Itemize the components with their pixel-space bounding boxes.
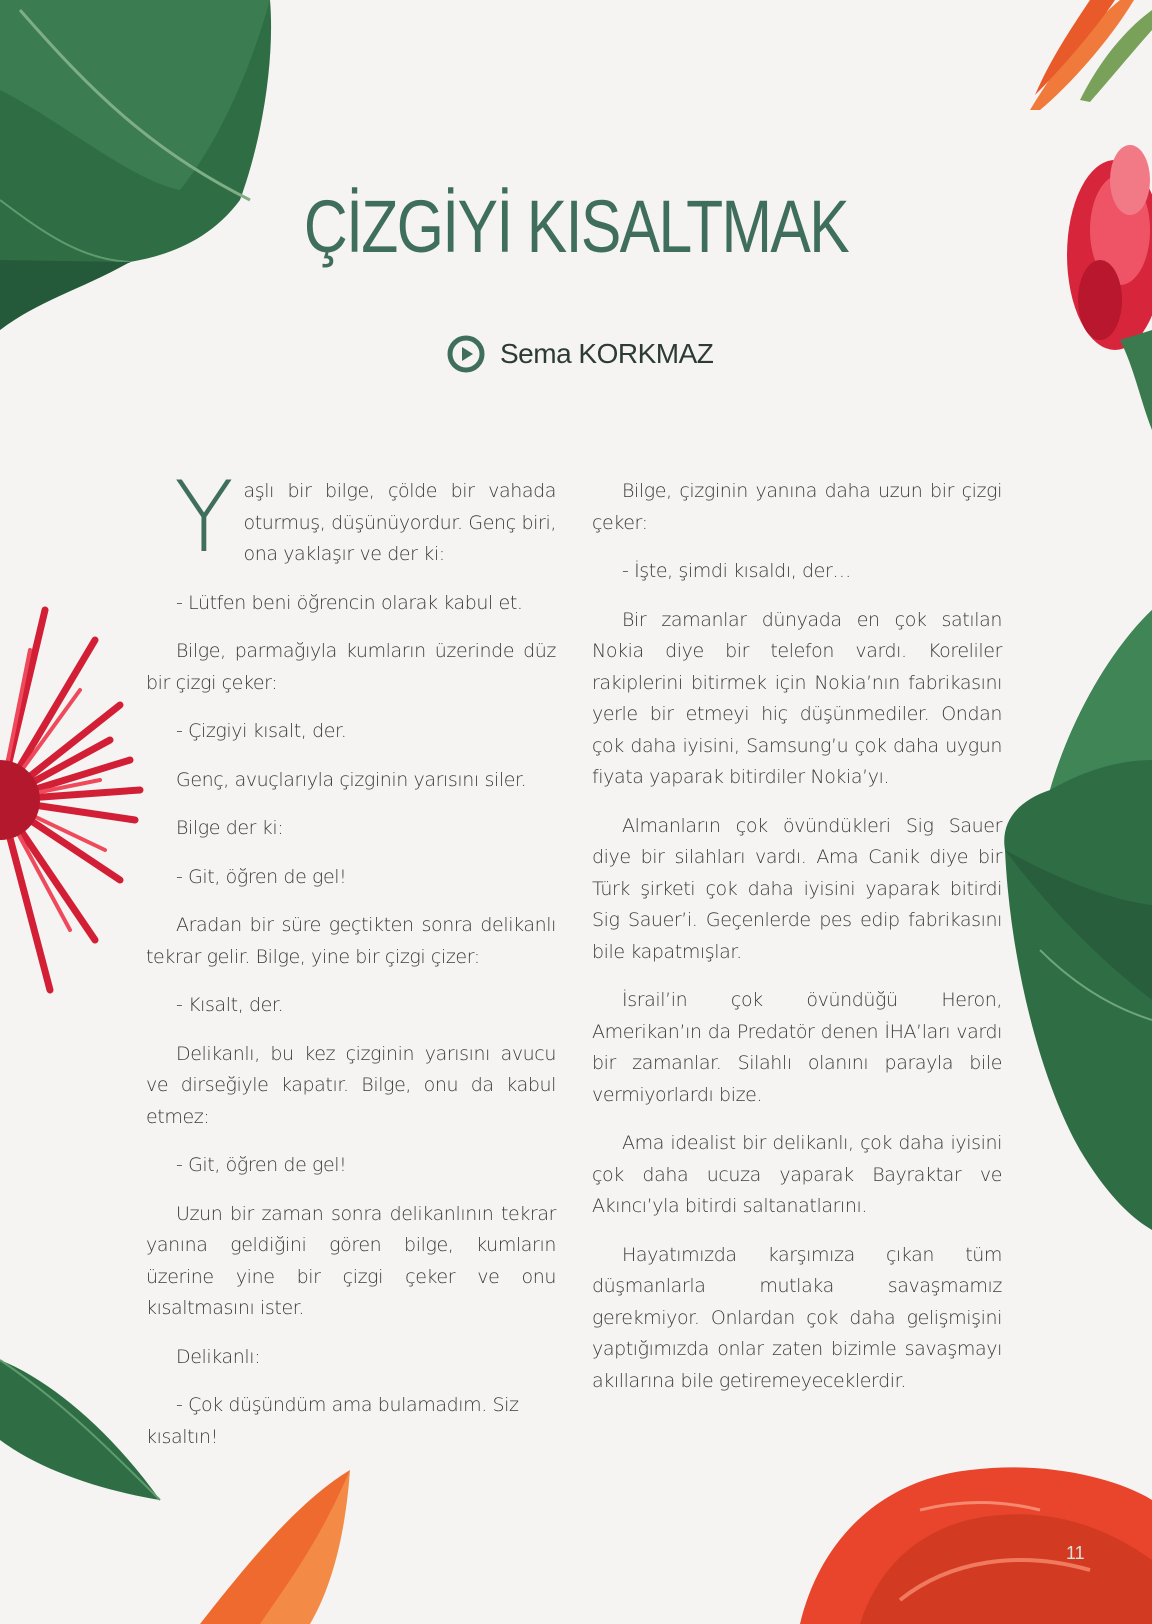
paragraph: İsrail’in çok övündüğü Heron, Amerikan’ın da Predatör denen İHA’ları vardı bir zamanlar. Silahlı olanını parayla bile vermiyorlardı bize.: [592, 989, 1002, 1106]
paragraph: Bilge, parmağıyla kumların üzerinde düz bir çizgi çeker:: [146, 640, 556, 694]
red-anthurium-bottom-right: [800, 1467, 1152, 1624]
paragraph: - Git, öğren de gel!: [176, 865, 347, 888]
paragraph: - Git, öğren de gel!: [176, 1154, 347, 1176]
red-carnation-right: [1067, 145, 1152, 430]
paragraph: - Kısalt, der.: [176, 994, 284, 1016]
paragraph: Aradan bir süre geçtikten sonra delikanlı tekrar gelir. Bilge, yine bir çizgi çizer:: [146, 914, 556, 968]
intro-paragraph: [146, 461, 556, 575]
page-title: ÇİZGİYİ KISALTMAK: [303, 185, 849, 268]
play-circle-icon: [446, 334, 486, 374]
author-name: Sema KORKMAZ: [500, 338, 714, 369]
paragraph: Ama idealist bir delikanlı, çok daha iyisini çok daha ucuza yaparak Bayraktar ve Akıncı’yla bitirdi saltanatlarını.: [592, 1132, 1002, 1217]
paragraph: Genç, avuçlarıyla çizginin yarısını siler.: [176, 768, 527, 791]
paragraph: Hayatımızda karşımıza çıkan tüm düşmanlarla mutlaka savaşmamız gerekmiyor. Onlardan çok daha gelişmişini yaptığımızda onlar zaten bizimle savaşmayı akıllarına bile getiremeyeceklerdir.: [592, 1243, 1002, 1392]
intro-text: aşlı bir bilge, çölde bir vahada oturmuş, düşünüyordur. Genç biri, ona yaklaşır ve der ki:: [243, 480, 556, 565]
left-column: [146, 461, 556, 1470]
author-byline: [446, 334, 713, 374]
drop-cap: Y: [174, 461, 234, 575]
paragraph: Bir zamanlar dünyada en çok satılan Nokia diye bir telefon vardı. Koreliler rakiplerini bitirmek için Nokia’nın fabrikasını yerle bir etmeyi hiç düşünmediler. Ondan çok daha iyisini, Samsung’u çok daha uygun fiyata yaparak bitirdiler Nokia’yı.: [592, 608, 1002, 788]
monstera-leaf-right: [1004, 610, 1152, 1230]
leaf-bottom-left: [0, 1360, 160, 1500]
paragraph: Bilge, çizginin yanına daha uzun bir çizgi çeker:: [592, 480, 1002, 534]
paragraph: - Çok düşündüm ama bulamadım. Siz kısaltın!: [146, 1394, 519, 1448]
paragraph: Almanların çok övündükleri Sig Sauer diye bir silahları vardı. Ama Canik diye bir Türk şirketi çok daha iyisini yaparak bitirdi Sig Sauer’i. Geçenlerde pes edip fabrikasını bile kapatmışlar.: [592, 814, 1002, 963]
paragraph: - İşte, şimdi kısaldı, der…: [622, 560, 851, 582]
monstera-leaf-top-left: [0, 0, 271, 330]
right-column: [592, 476, 1002, 1414]
red-spider-flower-left: [0, 610, 140, 990]
orange-petals-top-right: [1030, 0, 1152, 110]
page-number: 11: [1066, 1543, 1085, 1563]
paragraph: - Lütfen beni öğrencin olarak kabul et.: [176, 591, 523, 614]
paragraph: - Çizgiyi kısalt, der.: [176, 720, 347, 742]
paragraph: Delikanlı:: [176, 1345, 261, 1368]
paragraph: Bilge der ki:: [176, 817, 284, 839]
orange-petal-bottom: [200, 1470, 350, 1624]
paragraph: Delikanlı, bu kez çizginin yarısını avucu ve dirseğiyle kapatır. Bilge, onu da kabul etmez:: [146, 1042, 556, 1128]
paragraph: Uzun bir zaman sonra delikanlının tekrar yanına geldiğini gören bilge, kumların üzerine yine bir çizgi çeker ve onu kısaltmasını ister.: [146, 1202, 556, 1319]
